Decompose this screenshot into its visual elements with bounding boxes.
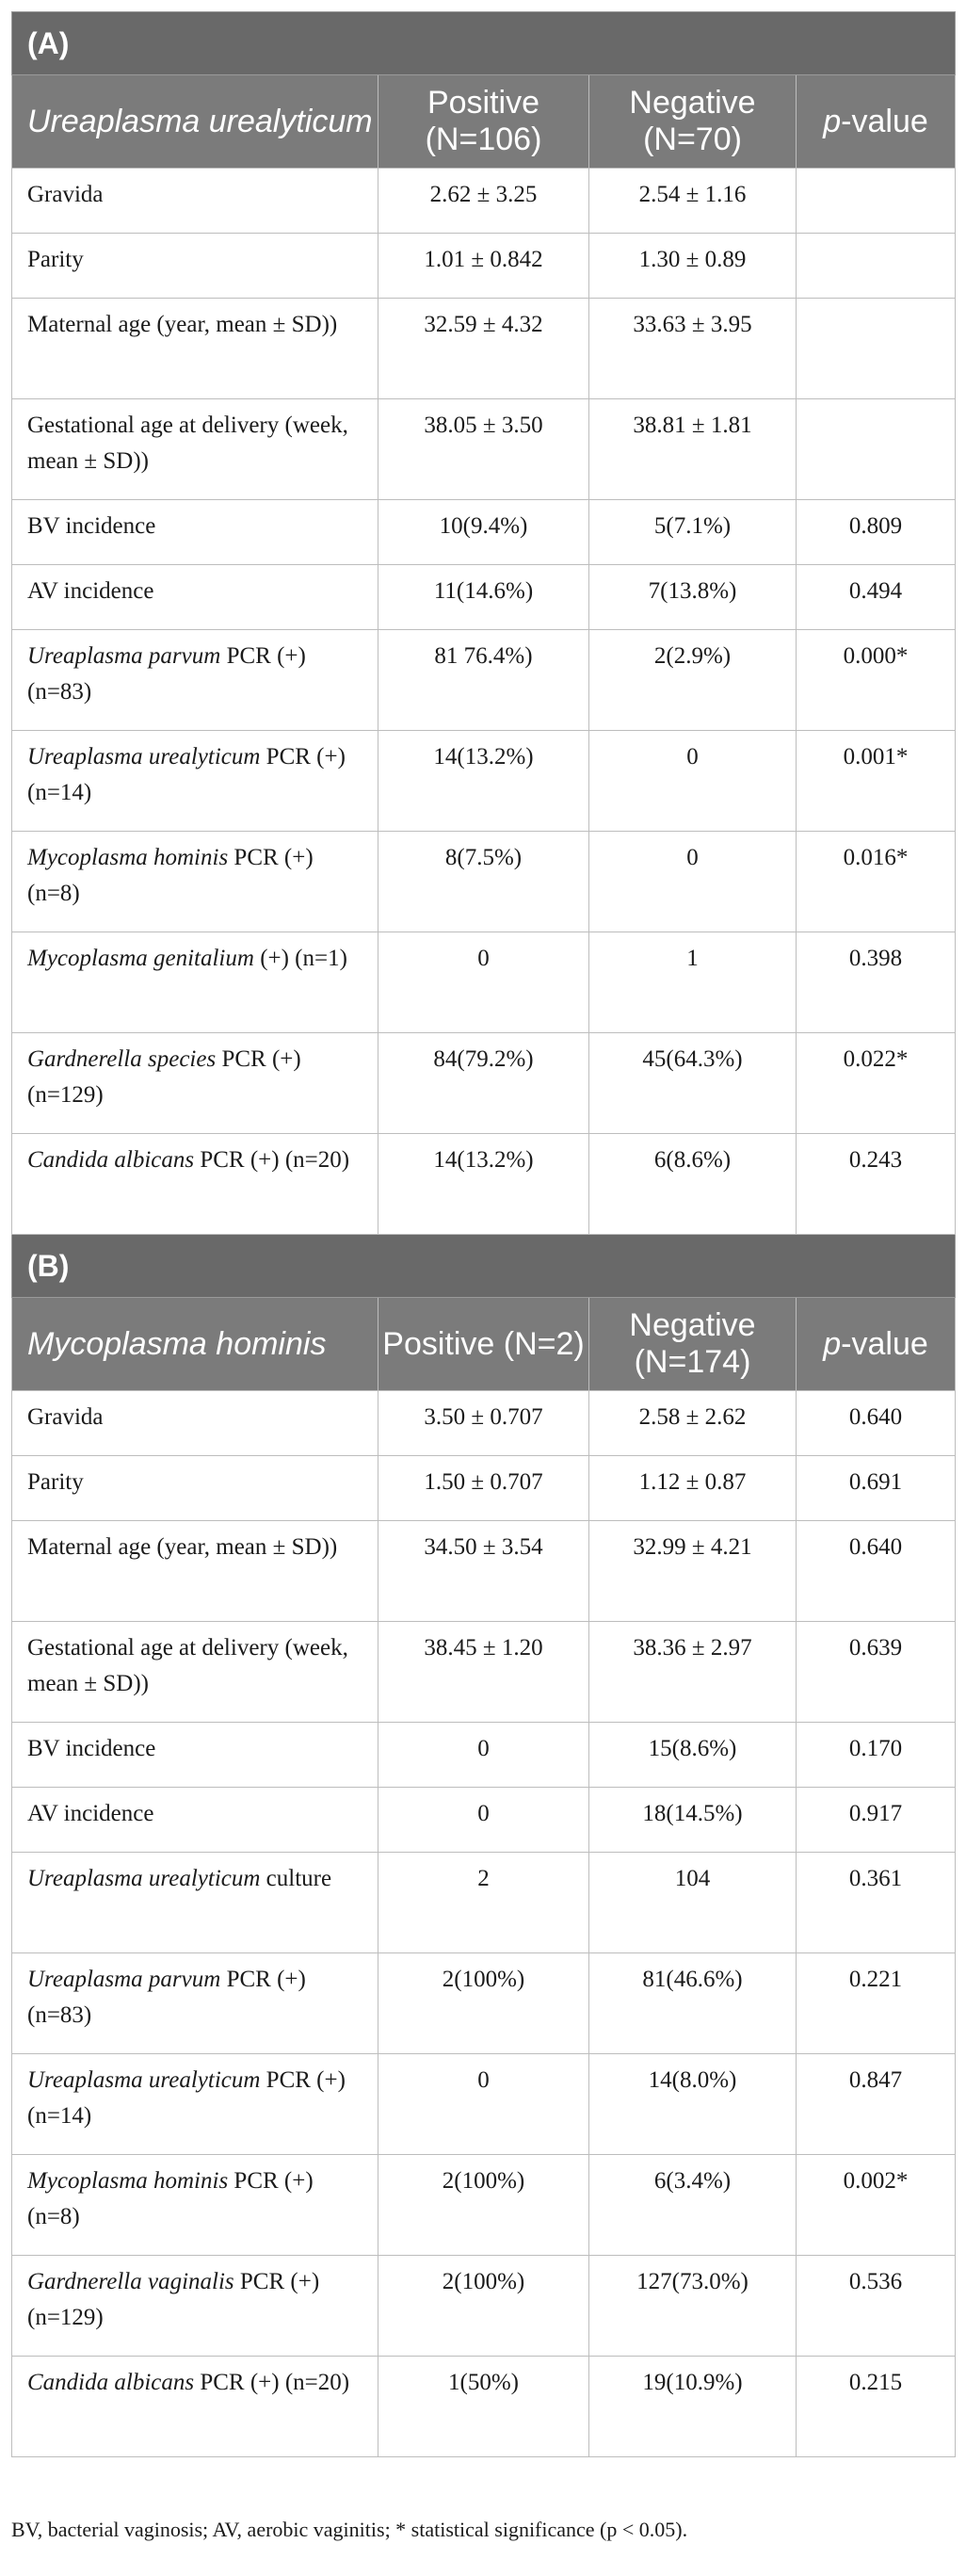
organism-name: Gardnerella vaginalis (27, 2269, 234, 2294)
column-header-positive-a: Positive (N=106) (378, 75, 589, 169)
p-value: 0.243 (797, 1134, 956, 1235)
positive-value: 14(13.2%) (378, 1134, 589, 1235)
p-value: 0.640 (797, 1391, 956, 1456)
p-value: 0.809 (797, 500, 956, 565)
negative-value: 1.12 ± 0.87 (589, 1456, 797, 1521)
table-row (12, 932, 956, 1033)
table-row (12, 169, 956, 234)
table-row (12, 234, 956, 299)
positive-value: 2(100%) (378, 2155, 589, 2256)
p-value: 0.494 (797, 565, 956, 630)
positive-value: 32.59 ± 4.32 (378, 299, 589, 399)
p-value: 0.170 (797, 1723, 956, 1788)
negative-value: 1 (589, 932, 797, 1033)
row-label-suffix: PCR (+) (n=129) (27, 2269, 320, 2330)
panel-label-a: (A) (12, 12, 956, 75)
p-value: 0.640 (797, 1521, 956, 1622)
positive-value: 1.01 ± 0.842 (378, 234, 589, 299)
positive-value: 0 (378, 1788, 589, 1853)
row-label-text: Maternal age (year, mean ± SD)) (27, 1534, 338, 1560)
column-header-organism-a: Ureaplasma urealyticum (12, 75, 378, 169)
table-row (12, 1134, 956, 1235)
table-row (12, 1622, 956, 1723)
table-row (12, 2357, 956, 2457)
negative-value: 32.99 ± 4.21 (589, 1521, 797, 1622)
table-row (12, 731, 956, 832)
table-row (12, 1723, 956, 1788)
positive-value: 2(100%) (378, 1953, 589, 2054)
row-label (12, 234, 378, 299)
organism-name: Mycoplasma hominis (27, 2168, 229, 2194)
p-value: 0.917 (797, 1788, 956, 1853)
negative-value: 127(73.0%) (589, 2256, 797, 2357)
negative-value: 45(64.3%) (589, 1033, 797, 1134)
table-row (12, 1953, 956, 2054)
table-row (12, 2256, 956, 2357)
row-label (12, 932, 378, 1033)
positive-value: 11(14.6%) (378, 565, 589, 630)
table-row (12, 1853, 956, 1953)
table-row (12, 565, 956, 630)
row-label (12, 399, 378, 500)
table-row (12, 1456, 956, 1521)
table-footnote: BV, bacterial vaginosis; AV, aerobic vaginitis; * statistical significance (p < 0.05). (11, 2518, 688, 2541)
negative-value: 1.30 ± 0.89 (589, 234, 797, 299)
table-row (12, 832, 956, 932)
organism-name: Mycoplasma genitalium (27, 946, 254, 971)
row-label-text: Gravida (27, 1404, 104, 1430)
p-value: 0.022* (797, 1033, 956, 1134)
row-label (12, 832, 378, 932)
row-label (12, 500, 378, 565)
positive-value: 38.45 ± 1.20 (378, 1622, 589, 1723)
comparison-table (11, 11, 956, 2457)
row-label (12, 2155, 378, 2256)
negative-value: 5(7.1%) (589, 500, 797, 565)
row-label (12, 1723, 378, 1788)
row-label-suffix: PCR (+) (n=20) (194, 1147, 350, 1173)
row-label-suffix: PCR (+) (n=20) (194, 2370, 350, 2395)
row-label-suffix: PCR (+) (n=14) (27, 2067, 346, 2129)
row-label (12, 2256, 378, 2357)
positive-value: 10(9.4%) (378, 500, 589, 565)
row-label-suffix: PCR (+) (n=8) (27, 2168, 314, 2229)
positive-value: 34.50 ± 3.54 (378, 1521, 589, 1622)
organism-name: Gardnerella species (27, 1046, 217, 1072)
positive-value: 2 (378, 1853, 589, 1953)
positive-value: 0 (378, 2054, 589, 2155)
row-label-text: BV incidence (27, 1736, 156, 1761)
positive-value: 0 (378, 1723, 589, 1788)
positive-value: 81 76.4%) (378, 630, 589, 731)
row-label-text: AV incidence (27, 1801, 154, 1826)
positive-value: 0 (378, 932, 589, 1033)
row-label-text: BV incidence (27, 513, 156, 539)
negative-value: 15(8.6%) (589, 1723, 797, 1788)
negative-value: 6(8.6%) (589, 1134, 797, 1235)
organism-name: Ureaplasma parvum (27, 643, 221, 669)
p-value: 0.000* (797, 630, 956, 731)
organism-name: Ureaplasma parvum (27, 1967, 221, 1992)
negative-value: 0 (589, 832, 797, 932)
positive-value: 8(7.5%) (378, 832, 589, 932)
table-row (12, 1521, 956, 1622)
positive-value: 3.50 ± 0.707 (378, 1391, 589, 1456)
row-label-text: Gestational age at delivery (week, mean ± SD)) (27, 1635, 348, 1696)
positive-value: 1(50%) (378, 2357, 589, 2457)
row-label (12, 1788, 378, 1853)
negative-value: 38.81 ± 1.81 (589, 399, 797, 500)
negative-value: 6(3.4%) (589, 2155, 797, 2256)
negative-value: 18(14.5%) (589, 1788, 797, 1853)
negative-value: 38.36 ± 2.97 (589, 1622, 797, 1723)
negative-value: 7(13.8%) (589, 565, 797, 630)
column-header-pvalue-a: p-value (797, 75, 956, 169)
positive-value: 2(100%) (378, 2256, 589, 2357)
row-label (12, 731, 378, 832)
data-table-container (11, 11, 955, 2457)
column-header-pvalue-b: p-value (797, 1298, 956, 1391)
row-label (12, 2054, 378, 2155)
table-row (12, 1788, 956, 1853)
table-row (12, 2155, 956, 2256)
negative-value: 81(46.6%) (589, 1953, 797, 2054)
organism-name: Candida albicans (27, 1147, 195, 1173)
row-label (12, 1391, 378, 1456)
row-label-text: AV incidence (27, 578, 154, 604)
row-label-text: Maternal age (year, mean ± SD)) (27, 312, 338, 337)
p-value: 0.361 (797, 1853, 956, 1953)
negative-value: 0 (589, 731, 797, 832)
section-b (12, 1235, 956, 2457)
p-value: 0.215 (797, 2357, 956, 2457)
positive-value: 1.50 ± 0.707 (378, 1456, 589, 1521)
negative-value: 2.54 ± 1.16 (589, 169, 797, 234)
positive-value: 84(79.2%) (378, 1033, 589, 1134)
row-label-suffix: culture (260, 1866, 332, 1891)
p-value: 0.691 (797, 1456, 956, 1521)
row-label-text: Parity (27, 247, 84, 272)
row-label (12, 565, 378, 630)
row-label (12, 1622, 378, 1723)
row-label-suffix: PCR (+) (n=14) (27, 744, 346, 805)
panel-label-b: (B) (12, 1235, 956, 1298)
row-label (12, 2357, 378, 2457)
negative-value: 2.58 ± 2.62 (589, 1391, 797, 1456)
p-letter: p (823, 103, 842, 139)
organism-name: Mycoplasma hominis (27, 845, 229, 870)
negative-value: 19(10.9%) (589, 2357, 797, 2457)
negative-value: 14(8.0%) (589, 2054, 797, 2155)
table-row (12, 1033, 956, 1134)
p-value: 0.001* (797, 731, 956, 832)
column-header-negative-a: Negative (N=70) (589, 75, 797, 169)
column-header-negative-b: Negative (N=174) (589, 1298, 797, 1391)
p-value: 0.639 (797, 1622, 956, 1723)
organism-name: Candida albicans (27, 2370, 195, 2395)
p-value: 0.221 (797, 1953, 956, 2054)
column-header-organism-b: Mycoplasma hominis (12, 1298, 378, 1391)
row-label-text: Parity (27, 1469, 84, 1495)
column-header-positive-b: Positive (N=2) (378, 1298, 589, 1391)
section-a (12, 12, 956, 1235)
p-value (797, 299, 956, 399)
negative-value: 2(2.9%) (589, 630, 797, 731)
p-value (797, 234, 956, 299)
table-row (12, 500, 956, 565)
p-letter: p (823, 1325, 842, 1362)
row-label-suffix: PCR (+) (n=129) (27, 1046, 301, 1108)
row-label-text: Gravida (27, 182, 104, 207)
p-value: 0.398 (797, 932, 956, 1033)
row-label (12, 1134, 378, 1235)
p-value (797, 399, 956, 500)
table-row (12, 630, 956, 731)
row-label-text: Gestational age at delivery (week, mean ± SD)) (27, 413, 348, 474)
row-label-suffix: PCR (+) (n=83) (27, 643, 306, 705)
row-label (12, 299, 378, 399)
positive-value: 14(13.2%) (378, 731, 589, 832)
table-row (12, 2054, 956, 2155)
row-label-suffix: PCR (+) (n=8) (27, 845, 314, 906)
negative-value: 104 (589, 1853, 797, 1953)
row-label-suffix: PCR (+) (n=83) (27, 1967, 306, 2028)
table-row (12, 399, 956, 500)
row-label (12, 630, 378, 731)
p-value: 0.536 (797, 2256, 956, 2357)
row-label (12, 1853, 378, 1953)
p-value (797, 169, 956, 234)
p-value: 0.847 (797, 2054, 956, 2155)
organism-name: Ureaplasma urealyticum (27, 1866, 261, 1891)
table-row (12, 299, 956, 399)
row-label (12, 1521, 378, 1622)
row-label-suffix: (+) (n=1) (253, 946, 347, 971)
row-label (12, 169, 378, 234)
organism-name: Ureaplasma urealyticum (27, 2067, 261, 2093)
p-value: 0.002* (797, 2155, 956, 2256)
p-value: 0.016* (797, 832, 956, 932)
organism-name: Ureaplasma urealyticum (27, 744, 261, 770)
positive-value: 2.62 ± 3.25 (378, 169, 589, 234)
negative-value: 33.63 ± 3.95 (589, 299, 797, 399)
row-label (12, 1456, 378, 1521)
positive-value: 38.05 ± 3.50 (378, 399, 589, 500)
row-label (12, 1033, 378, 1134)
table-row (12, 1391, 956, 1456)
row-label (12, 1953, 378, 2054)
